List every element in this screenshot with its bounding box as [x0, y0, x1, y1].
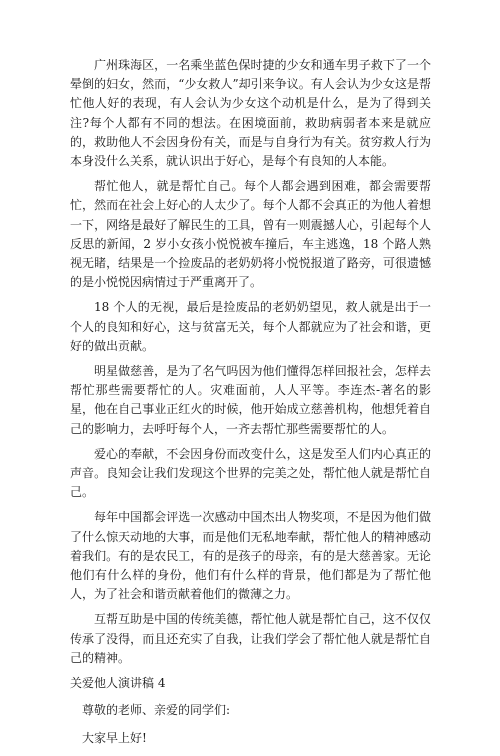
salutation: 尊敬的老师、亲爱的同学们:	[82, 703, 231, 718]
paragraph-4: 明星做慈善，是为了名气吗因为他们懂得怎样回报社会，怎样去帮忙那些需要帮忙的人。灾难面前，人人平等。李连杰-著名的影星，他在自己事业正红火的时候，他开始成立慈善机构，他想凭着自己的影响力，去呼吁每个人，一齐去帮忙那些需要帮忙的人。	[70, 364, 431, 436]
paragraph-5: 爱心的奉献，不会因身份而改变什么，这是发至人们内心真正的声音。良知会让我们发现这个世界的完美之处，帮忙他人就是帮忙自己。	[70, 446, 431, 500]
section-heading: 关爱他人演讲稿 4	[70, 676, 166, 691]
greeting: 大家早上好!	[82, 730, 147, 745]
paragraph-7: 互帮互助是中国的传统美德，帮忙他人就是帮忙自己，这不仅仅传承了没得，而且还充实了自我，让我们学会了帮忙他人就是帮忙自己的精神。	[70, 612, 431, 665]
paragraph-1: 广州珠海区，一名乘坐蓝色保时捷的少女和通车男子救下了一个晕倒的妇女，然而，“少女救人”却引来争议。有人会认为少女这是帮忙他人好的表现，有人会认为少女这个动机是什么，是为了得到关注?每个人都有不同的想法。在困境面前，救助病弱者本来是就应的，救助他人不会因身份有关，而是与自身行为有关。贫穷救人行为本身没什么关系，就认识出于好心，是每个有良知的人本能。	[70, 58, 431, 169]
paragraph-6: 每年中国都会评选一次感动中国杰出人物奖项，不是因为他们做了什么惊天动地的大事，而是他们无私地奉献，帮忙他人的精神感动着我们。有的是农民工，有的是孩子的母亲，有的是大慈善家。无论他们有什么样的身份，他们有什么样的背景，他们都是为了帮忙他人，为了社会和谐贡献着他们的微薄之力。	[70, 510, 431, 602]
paragraph-3: 18 个人的无视，最后是捡废品的老奶奶望见，救人就是出于一个人的良知和好心，这与贫富无关，每个人都就应为了社会和谐，更好的做出贡献。	[70, 300, 431, 353]
paragraph-2: 帮忙他人，就是帮忙自己。每个人都会遇到困难，都会需要帮忙，然而在社会上好心的人太少了。每个人都不会真正的为他人着想一下，网络是最好了解民生的工具，曾有一则震撼人心，引起每个人反思的新闻，2 岁小女孩小悦悦被车撞后，车主逃逸，18 个路人熟视无睹，结果是一个捡废品的老奶奶将小悦悦报道了路旁，可很遗憾的是小悦悦因病情过于严重离开了。	[70, 179, 431, 290]
document-body	[70, 56, 431, 756]
